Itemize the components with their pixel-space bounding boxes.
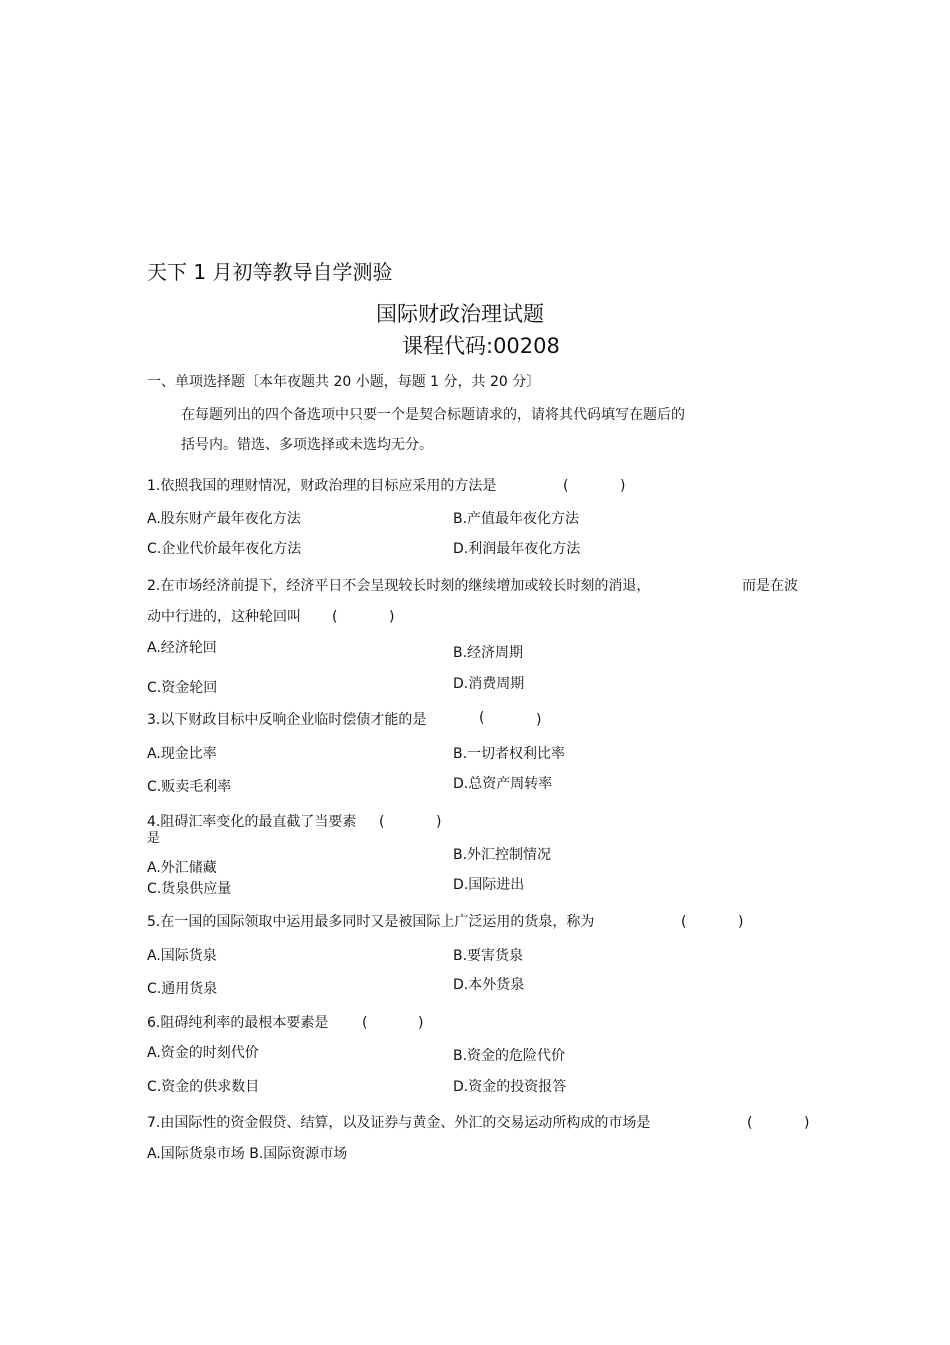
option-c: C.企业代价最年夜化方法 <box>147 541 302 557</box>
page-title: 国际财政治理试题 <box>376 302 544 326</box>
answer-paren-close: ) <box>804 1115 810 1131</box>
answer-paren-open: ( <box>332 609 338 625</box>
question-stem-line2: 动中行进的，这种轮回叫 <box>147 609 301 625</box>
answer-paren-close: ) <box>389 609 395 625</box>
option-d: D.消费周期 <box>453 676 525 692</box>
question-stem: 7.由国际性的资金假贷、结算，以及证券与黄金、外汇的交易运动所构成的市场是 <box>147 1115 651 1131</box>
option-a: A.现金比率 <box>147 746 217 762</box>
option-b: B.要害货泉 <box>453 948 524 964</box>
question-stem: 2.在市场经济前提下，经济平日不会呈现较长时刻的继续增加或较长时刻的消退， <box>147 578 651 594</box>
exam-header-line: 天下 1 月初等教导自学测验 <box>147 260 393 284</box>
answer-paren-open: ( <box>362 1015 368 1031</box>
question-stem: 1.依照我国的理财情况，财政治理的目标应采用的方法是 <box>147 478 497 494</box>
question-stem: 5.在一国的国际领取中运用最多同时又是被国际上广泛运用的货泉，称为 <box>147 914 595 930</box>
answer-paren-open: ( <box>563 478 569 494</box>
answer-paren-open: ( <box>747 1115 753 1131</box>
option-c: C.货泉供应量 <box>147 881 232 897</box>
option-c: C.通用货泉 <box>147 981 218 997</box>
answer-paren-open: ( <box>479 710 485 726</box>
answer-paren-open: ( <box>379 814 385 830</box>
option-a: A.资金的时刻代价 <box>147 1045 259 1061</box>
option-a: A.经济轮回 <box>147 640 217 656</box>
question-stem: 6.阻碍纯利率的最根本要素是 <box>147 1015 329 1031</box>
course-code: 课程代码:00208 <box>402 334 560 358</box>
option-d: D.资金的投资报答 <box>453 1079 567 1095</box>
answer-paren-close: ) <box>620 478 626 494</box>
option-d: D.总资产周转率 <box>453 776 553 792</box>
answer-paren-open: ( <box>681 914 687 930</box>
answer-paren-close: ) <box>418 1015 424 1031</box>
answer-paren-close: ) <box>436 814 442 830</box>
option-c: C.贩卖毛利率 <box>147 779 232 795</box>
section-heading: 一、单项选择题〔本年夜题共 20 小题，每题 1 分，共 20 分〕 <box>147 374 541 390</box>
option-c: C.资金轮回 <box>147 680 218 696</box>
option-b: B.一切者权利比率 <box>453 746 566 762</box>
question-stem-line2: 是 <box>147 831 161 846</box>
answer-paren-close: ) <box>536 712 542 728</box>
option-d: D.国际进出 <box>453 877 525 893</box>
answer-paren-close: ) <box>738 914 744 930</box>
option-c: C.资金的供求数目 <box>147 1079 260 1095</box>
option-a: A.外汇储藏 <box>147 860 217 876</box>
option-b: B.外汇控制情况 <box>453 847 552 863</box>
question-stem: 4.阻碍汇率变化的最直截了当要素 <box>147 814 357 830</box>
options-line: A.国际货泉市场 B.国际资源市场 <box>147 1146 348 1162</box>
instruction-line-2: 括号内。错选、多项选择或未选均无分。 <box>181 437 433 453</box>
option-d: D.利润最年夜化方法 <box>453 541 581 557</box>
question-stem-tail: 而是在波 <box>742 578 798 594</box>
option-a: A.国际货泉 <box>147 948 217 964</box>
instruction-line-1: 在每题列出的四个备选项中只要一个是契合标题请求的，请将其代码填写在题后的 <box>181 407 685 423</box>
option-b: B.经济周期 <box>453 645 524 661</box>
question-stem: 3.以下财政目标中反响企业临时偿债才能的是 <box>147 712 427 728</box>
option-a: A.股东财产最年夜化方法 <box>147 511 301 527</box>
option-b: B.产值最年夜化方法 <box>453 511 580 527</box>
option-d: D.本外货泉 <box>453 977 525 993</box>
option-b: B.资金的危险代价 <box>453 1048 566 1064</box>
